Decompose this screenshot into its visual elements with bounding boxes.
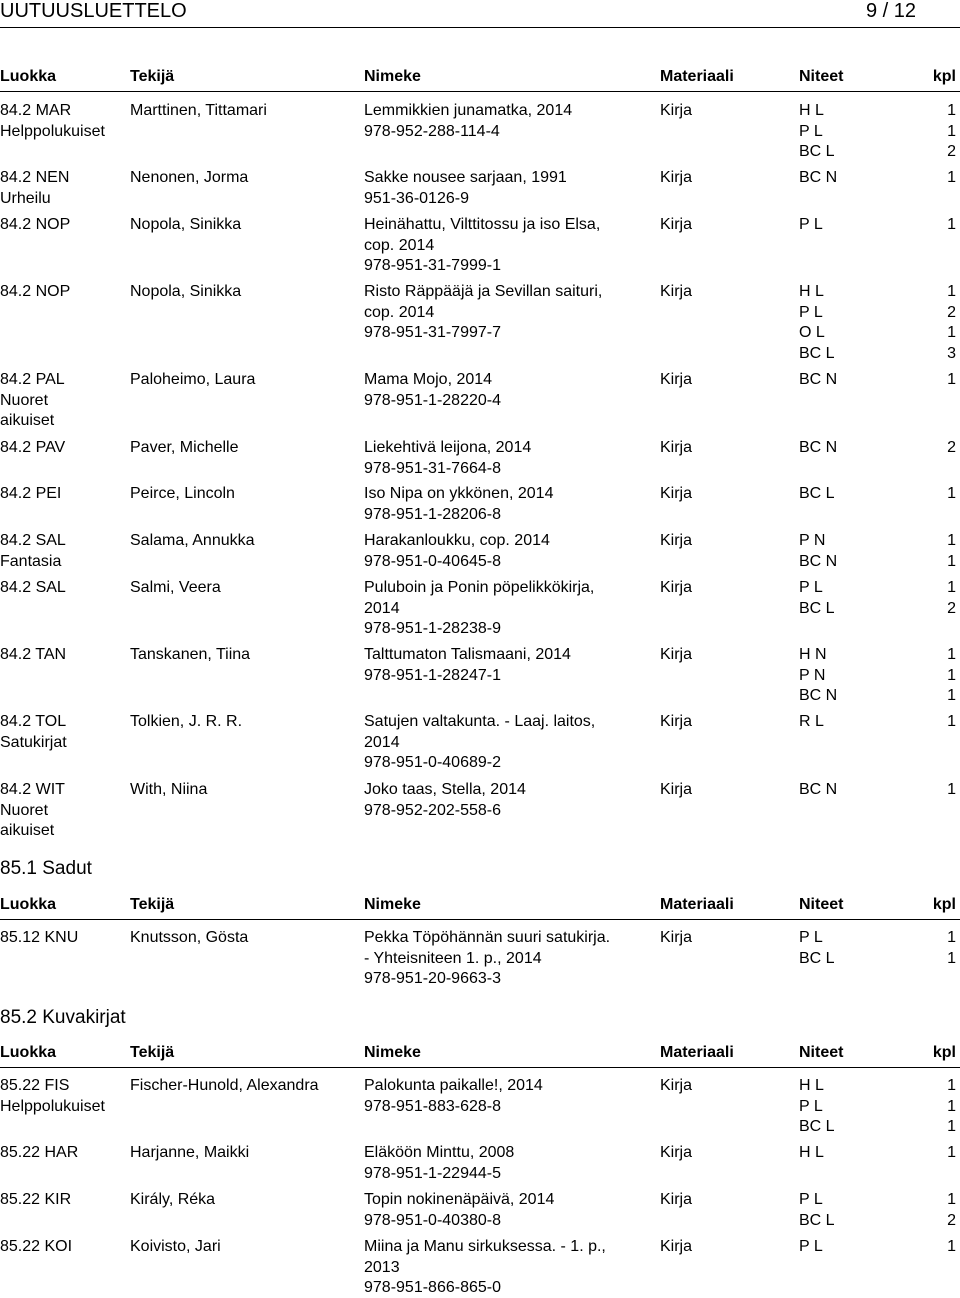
title-text: Miina ja Manu sirkuksessa. - 1. p., <box>364 1238 606 1255</box>
title-text: 978-951-1-28220-4 <box>364 391 501 409</box>
copy-count: 1 <box>947 666 956 684</box>
title-text: 978-951-0-40689-2 <box>364 754 501 771</box>
classification-text: Helppolukuiset <box>0 1097 105 1115</box>
column-header-materiaali: Materiaali <box>660 896 734 913</box>
section-title: 85.2 Kuvakirjat <box>0 1007 126 1028</box>
title-text: 978-951-883-628-8 <box>364 1097 501 1115</box>
title-text: cop. 2014 <box>364 303 435 321</box>
copy-location: BC L <box>799 949 835 967</box>
column-header-rule <box>0 91 960 92</box>
copy-location: BC N <box>799 552 838 570</box>
column-header-luokka: Luokka <box>0 1044 57 1061</box>
copy-count: 1 <box>947 579 956 596</box>
copy-count: 2 <box>947 143 956 160</box>
material-type: Kirja <box>660 439 693 456</box>
title-text: Heinähattu, Vilttitossu ja iso Elsa, <box>364 216 601 233</box>
copy-count: 1 <box>947 949 956 967</box>
title-text: Satujen valtakunta. - Laaj. laitos, <box>364 713 596 730</box>
author-name: Salmi, Veera <box>130 579 221 596</box>
page-title: UUTUUSLUETTELO <box>0 0 187 22</box>
title-text: Lemmikkien junamatka, 2014 <box>364 102 573 119</box>
material-type: Kirja <box>660 102 693 119</box>
title-text: 978-951-0-40645-8 <box>364 552 501 570</box>
copy-count: 1 <box>947 552 956 570</box>
classification-text: 85.22 FIS <box>0 1077 70 1094</box>
copy-count: 1 <box>947 122 956 140</box>
copy-location: BC N <box>799 781 838 798</box>
copy-count: 1 <box>947 216 956 233</box>
column-header-luokka: Luokka <box>0 68 57 85</box>
author-name: With, Niina <box>130 781 208 798</box>
title-text: 978-952-202-558-6 <box>364 801 501 819</box>
copy-count: 1 <box>947 687 956 704</box>
material-type: Kirja <box>660 485 693 502</box>
copy-location: P N <box>799 532 826 549</box>
column-header-niteet: Niteet <box>799 1044 844 1061</box>
title-text: Talttumaton Talismaani, 2014 <box>364 646 571 663</box>
copy-count: 1 <box>947 1191 956 1208</box>
column-header-kpl: kpl <box>932 1044 956 1061</box>
copy-count: 1 <box>947 102 956 119</box>
copy-location: P L <box>799 1097 823 1115</box>
classification-text: 84.2 PAL <box>0 371 65 388</box>
classification-text: 84.2 SAL <box>0 579 66 596</box>
column-header-luokka: Luokka <box>0 896 57 913</box>
classification-text: 85.22 KIR <box>0 1191 72 1208</box>
copy-count: 2 <box>947 1211 956 1229</box>
column-header-materiaali: Materiaali <box>660 1044 734 1061</box>
column-header-rule <box>0 919 960 920</box>
column-header-kpl: kpl <box>932 68 956 85</box>
column-header-nimeke: Nimeke <box>364 1044 421 1061</box>
copy-count: 1 <box>947 169 956 186</box>
copy-count: 1 <box>947 1238 956 1255</box>
copy-location: R L <box>799 713 824 730</box>
title-text: 978-951-0-40380-8 <box>364 1211 501 1229</box>
title-text: 2014 <box>364 599 400 617</box>
classification-text: 84.2 NOP <box>0 283 71 300</box>
copy-location: BC L <box>799 344 835 362</box>
copy-count: 2 <box>947 303 956 321</box>
title-text: 978-951-31-7664-8 <box>364 459 501 477</box>
classification-text: 84.2 TOL <box>0 713 67 730</box>
copy-location: P L <box>799 303 823 321</box>
classification-text: 84.2 NEN <box>0 169 70 186</box>
title-text: 978-951-20-9663-3 <box>364 970 501 987</box>
classification-text: aikuiset <box>0 412 55 429</box>
page-number: 9 / 12 <box>865 0 916 22</box>
copy-count: 1 <box>947 532 956 549</box>
title-text: Topin nokinenäpäivä, 2014 <box>364 1191 555 1208</box>
copy-count: 1 <box>947 646 956 663</box>
copy-location: P L <box>799 579 823 596</box>
column-header-nimeke: Nimeke <box>364 68 421 85</box>
copy-count: 1 <box>947 485 956 502</box>
copy-count: 1 <box>947 1077 956 1094</box>
title-text: Sakke nousee sarjaan, 1991 <box>364 169 567 186</box>
column-header-rule <box>0 1067 960 1068</box>
copy-location: P L <box>799 216 823 233</box>
author-name: Fischer-Hunold, Alexandra <box>130 1077 319 1094</box>
material-type: Kirja <box>660 579 693 596</box>
copy-count: 1 <box>947 929 956 946</box>
classification-text: 84.2 SAL <box>0 532 66 549</box>
material-type: Kirja <box>660 646 693 663</box>
copy-count: 1 <box>947 371 956 388</box>
classification-text: Satukirjat <box>0 733 67 751</box>
title-text: Mama Mojo, 2014 <box>364 371 493 388</box>
author-name: Tanskanen, Tiina <box>130 646 251 663</box>
column-header-niteet: Niteet <box>799 68 844 85</box>
classification-text: 84.2 PAV <box>0 439 66 456</box>
copy-location: H L <box>799 102 824 119</box>
title-text: Puluboin ja Ponin pöpelikkökirja, <box>364 579 595 596</box>
copy-count: 1 <box>947 1144 956 1161</box>
copy-location: H L <box>799 1077 824 1094</box>
author-name: Harjanne, Maikki <box>130 1144 250 1161</box>
classification-text: 84.2 WIT <box>0 781 65 798</box>
copy-location: BC L <box>799 143 835 160</box>
author-name: Paver, Michelle <box>130 439 239 456</box>
title-text: 978-952-288-114-4 <box>364 122 500 140</box>
header-rule <box>0 27 960 28</box>
section-title: 85.1 Sadut <box>0 858 92 879</box>
material-type: Kirja <box>660 929 693 946</box>
copy-location: P N <box>799 666 826 684</box>
material-type: Kirja <box>660 1144 693 1161</box>
copy-location: P L <box>799 929 823 946</box>
copy-count: 1 <box>947 1097 956 1115</box>
title-text: 978-951-866-865-0 <box>364 1279 501 1296</box>
author-name: Koivisto, Jari <box>130 1238 221 1255</box>
author-name: Marttinen, Tittamari <box>130 102 267 119</box>
copy-location: BC L <box>799 1118 835 1135</box>
column-header-tekija: Tekijä <box>130 896 175 913</box>
copy-count: 1 <box>947 713 956 730</box>
copy-location: H L <box>799 283 824 300</box>
copy-location: BC N <box>799 439 838 456</box>
copy-count: 2 <box>947 439 956 456</box>
author-name: Peirce, Lincoln <box>130 485 235 502</box>
title-text: Harakanloukku, cop. 2014 <box>364 532 550 549</box>
column-header-kpl: kpl <box>932 896 956 913</box>
copy-location: O L <box>799 324 825 341</box>
material-type: Kirja <box>660 532 693 549</box>
author-name: Király, Réka <box>130 1191 216 1208</box>
material-type: Kirja <box>660 169 693 186</box>
classification-text: 84.2 NOP <box>0 216 71 233</box>
copy-location: BC L <box>799 1211 835 1229</box>
material-type: Kirja <box>660 216 693 233</box>
classification-text: 85.22 HAR <box>0 1144 79 1161</box>
title-text: Risto Räppääjä ja Sevillan saituri, <box>364 283 603 300</box>
title-text: 951-36-0126-9 <box>364 189 469 207</box>
copy-location: H L <box>799 1144 824 1161</box>
material-type: Kirja <box>660 713 693 730</box>
copy-count: 1 <box>947 781 956 798</box>
classification-text: Fantasia <box>0 552 62 570</box>
classification-text: 84.2 PEI <box>0 485 62 502</box>
copy-count: 3 <box>947 344 956 362</box>
classification-text: 84.2 TAN <box>0 646 67 663</box>
classification-text: Urheilu <box>0 189 51 207</box>
author-name: Nenonen, Jorma <box>130 169 249 186</box>
author-name: Nopola, Sinikka <box>130 283 242 300</box>
classification-text: 85.12 KNU <box>0 929 79 946</box>
column-header-tekija: Tekijä <box>130 1044 175 1061</box>
classification-text: Nuoret <box>0 391 49 409</box>
title-text: Iso Nipa on ykkönen, 2014 <box>364 485 554 502</box>
column-header-tekija: Tekijä <box>130 68 175 85</box>
classification-text: Helppolukuiset <box>0 122 105 140</box>
material-type: Kirja <box>660 1191 693 1208</box>
material-type: Kirja <box>660 1077 693 1094</box>
title-text: 978-951-31-7999-1 <box>364 257 501 274</box>
copy-location: BC N <box>799 371 838 388</box>
title-text: Joko taas, Stella, 2014 <box>364 781 526 798</box>
classification-text: 85.22 KOI <box>0 1238 73 1255</box>
title-text: 978-951-1-28238-9 <box>364 620 501 637</box>
material-type: Kirja <box>660 781 693 798</box>
title-text: - Yhteisniteen 1. p., 2014 <box>364 949 542 967</box>
copy-location: BC L <box>799 599 835 617</box>
copy-count: 1 <box>947 1118 956 1135</box>
title-text: Pekka Töpöhännän suuri satukirja. <box>364 929 611 946</box>
column-header-nimeke: Nimeke <box>364 896 421 913</box>
material-type: Kirja <box>660 1238 693 1255</box>
author-name: Knutsson, Gösta <box>130 929 249 946</box>
classification-text: aikuiset <box>0 822 55 839</box>
copy-location: BC N <box>799 169 838 186</box>
author-name: Paloheimo, Laura <box>130 371 256 388</box>
copy-location: P L <box>799 1238 823 1255</box>
copy-location: H N <box>799 646 827 663</box>
title-text: Eläköön Minttu, 2008 <box>364 1144 515 1161</box>
copy-location: BC L <box>799 485 835 502</box>
classification-text: 84.2 MAR <box>0 102 72 119</box>
copy-count: 1 <box>947 283 956 300</box>
material-type: Kirja <box>660 371 693 388</box>
author-name: Tolkien, J. R. R. <box>130 713 243 730</box>
copy-count: 1 <box>947 324 956 341</box>
title-text: 2013 <box>364 1258 400 1276</box>
title-text: 2014 <box>364 733 400 751</box>
material-type: Kirja <box>660 283 693 300</box>
column-header-materiaali: Materiaali <box>660 68 734 85</box>
column-header-niteet: Niteet <box>799 896 844 913</box>
title-text: Palokunta paikalle!, 2014 <box>364 1077 543 1094</box>
copy-location: BC N <box>799 687 838 704</box>
classification-text: Nuoret <box>0 801 49 819</box>
title-text: 978-951-1-28247-1 <box>364 666 501 684</box>
title-text: Liekehtivä leijona, 2014 <box>364 439 532 456</box>
title-text: cop. 2014 <box>364 236 435 254</box>
copy-location: P L <box>799 1191 823 1208</box>
copy-count: 2 <box>947 599 956 617</box>
title-text: 978-951-1-22944-5 <box>364 1164 501 1182</box>
title-text: 978-951-31-7997-7 <box>364 324 501 341</box>
copy-location: P L <box>799 122 823 140</box>
author-name: Salama, Annukka <box>130 532 255 549</box>
author-name: Nopola, Sinikka <box>130 216 242 233</box>
title-text: 978-951-1-28206-8 <box>364 505 501 523</box>
